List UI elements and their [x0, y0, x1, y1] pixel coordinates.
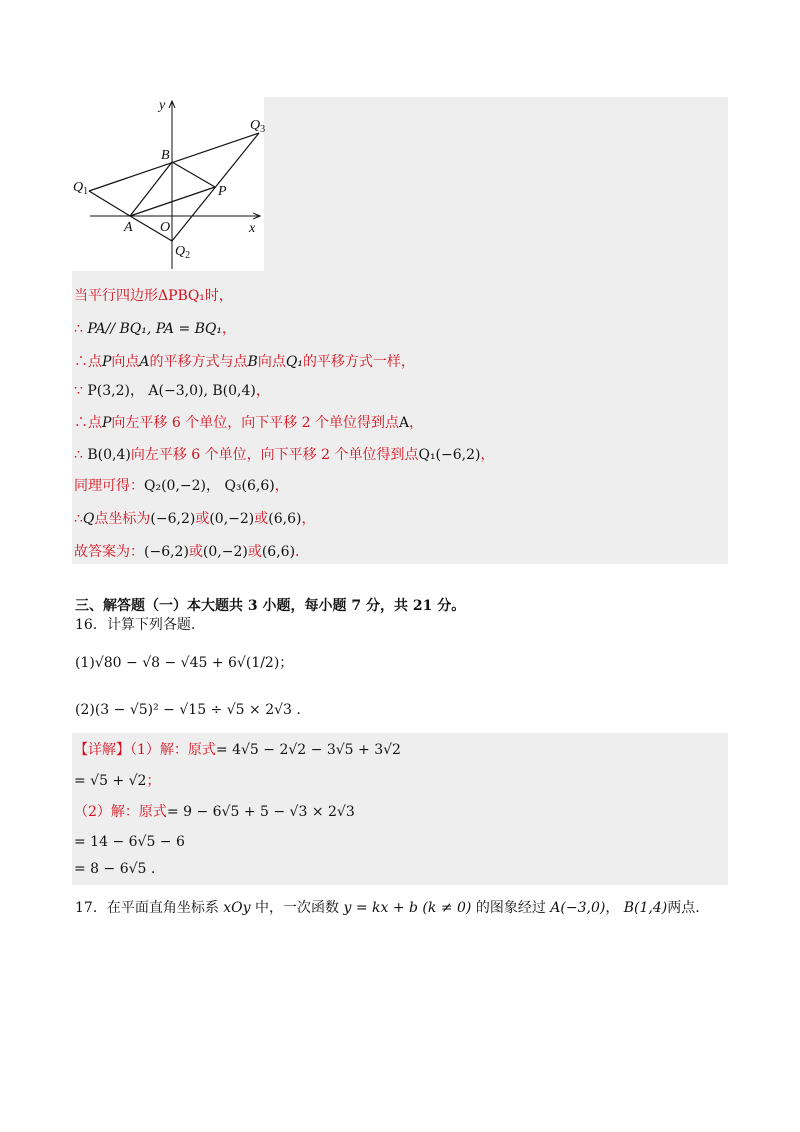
- question-16-part-1: (1)√80 − √8 − √45 + 6√(1/2)；: [75, 655, 294, 671]
- answer-line-2: = √5 + √2；: [74, 773, 161, 789]
- label-x: x: [249, 221, 256, 236]
- solution-line-1: 当平行四边形ΔPBQ₁时，: [74, 288, 233, 304]
- solution-line-6: ∴ B(0,4)向左平移 6 个单位，向下平移 2 个单位得到点Q₁(−6,2)，: [74, 447, 495, 463]
- solution-line-3: ∴点P向点A的平移方式与点B向点Q₁的平移方式一样，: [74, 354, 415, 370]
- answer-tag: 【详解】: [74, 742, 130, 758]
- solution-line-8: ∴Q点坐标为(−6,2)或(0,−2)或(6,6)，: [74, 511, 316, 527]
- figure-svg: [72, 97, 264, 271]
- label-b: B: [161, 148, 170, 163]
- solution-line-9: 故答案为：(−6,2)或(0,−2)或(6,6).: [74, 544, 300, 560]
- label-y: y: [159, 98, 166, 113]
- segment-b-p: [172, 162, 215, 187]
- solution-line-4: ∵ P(3,2)， A(−3,0), B(0,4)，: [74, 383, 270, 399]
- label-q1: $Q_1$: [73, 180, 89, 197]
- coordinate-figure: [72, 97, 264, 271]
- label-a: A: [124, 220, 133, 235]
- segment-q1-q3: [89, 133, 259, 191]
- solution-line-7: 同理可得：Q₂(0,−2)， Q₃(6,6)，: [74, 478, 289, 494]
- label-p: P: [218, 184, 227, 199]
- question-17-stem: 17．在平面直角坐标系 xOy 中，一次函数 y = kx + b (k ≠ 0) 的图象经过 A(−3,0)， B(1,4)两点.: [75, 900, 700, 916]
- question-16-stem: 16．计算下列各题.: [75, 617, 196, 633]
- segment-q1-a: [89, 191, 130, 216]
- segment-q2-q3: [172, 133, 259, 241]
- question-16-part-2: (2)(3 − √5)² − √15 ÷ √5 × 2√3 .: [75, 702, 301, 718]
- answer-line-4: = 14 − 6√5 − 6: [74, 834, 185, 850]
- section-heading: 三、解答题（一）本大题共 3 小题，每小题 7 分，共 21 分。: [75, 598, 466, 614]
- label-q2: $Q_2$: [175, 244, 191, 261]
- solution-line-2: ∴ PA// BQ₁, PA = BQ₁，: [74, 321, 237, 337]
- solution-block-15: [72, 97, 728, 564]
- answer-line-1: 【详解】（1）解：原式= 4√5 − 2√2 − 3√5 + 3√2: [74, 742, 401, 758]
- answer-line-3: （2）解：原式= 9 − 6√5 + 5 − √3 × 2√3: [74, 804, 355, 820]
- label-o: O: [160, 220, 171, 235]
- solution-line-5: ∴点P向左平移 6 个单位，向下平移 2 个单位得到点A，: [74, 415, 424, 431]
- answer-block-16: [72, 733, 728, 885]
- answer-line-5: = 8 − 6√5 .: [74, 861, 156, 877]
- label-q3: $Q_3$: [250, 118, 266, 135]
